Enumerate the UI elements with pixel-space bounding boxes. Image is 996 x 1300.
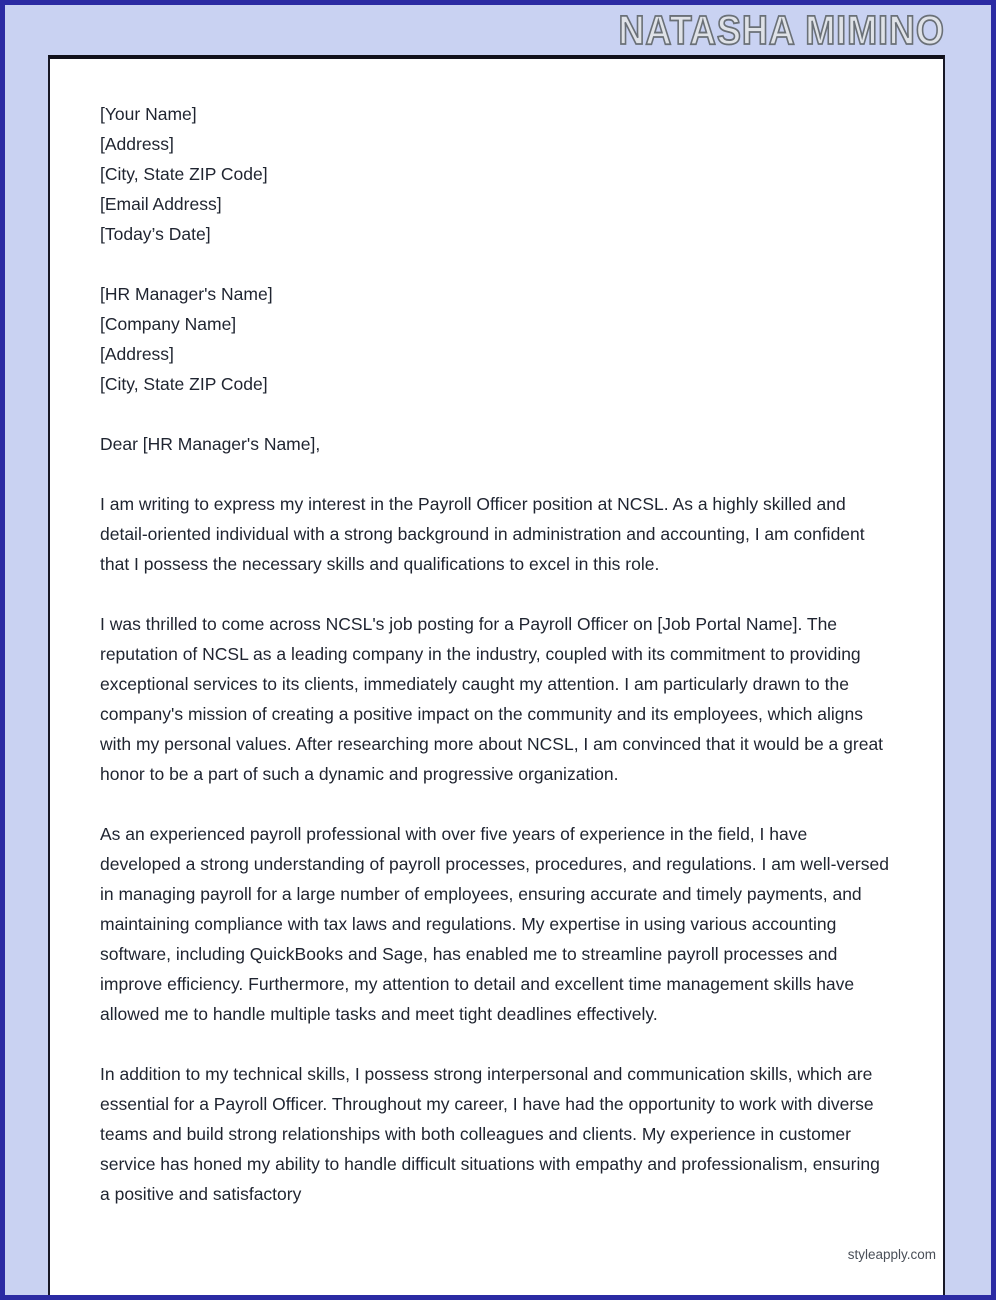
sender-line: [Email Address]: [100, 194, 222, 214]
sender-line: [Today’s Date]: [100, 224, 211, 244]
paragraph-soft-skills: In addition to my technical skills, I possess strong interpersonal and communication skills, which are essential for a Payroll Officer. Throughout my career, I have had the opportunity to work with diverse teams and build strong relationships with both colleagues and clients. My experience in customer service has honed my ability to handle difficult situations with empathy and professionalism, ensuring a positive and satisfactory: [100, 1064, 880, 1204]
sender-line: [City, State ZIP Code]: [100, 164, 268, 184]
watermark: styleapply.com: [847, 1247, 936, 1262]
sender-line: [Address]: [100, 134, 174, 154]
recipient-line: [Company Name]: [100, 314, 237, 334]
sender-block: [100, 99, 891, 249]
recipient-line: [Address]: [100, 344, 174, 364]
page-header: [48, 6, 945, 55]
paragraph-company-interest: I was thrilled to come across NCSL's job posting for a Payroll Officer on [Job Portal Name]. The reputation of NCSL as a leading company in the industry, coupled with its commitment to providing exceptional services to its clients, immediately caught my attention. I am particularly drawn to the company's mission of creating a positive impact on the community and its employees, which aligns with my personal values. After researching more about NCSL, I am convinced that it would be a great honor to be a part of such a dynamic and progressive organization.: [100, 614, 884, 784]
salutation: Dear [HR Manager's Name],: [100, 434, 321, 454]
letter-body: [50, 59, 943, 1209]
author-name: NATASHA MIMINO: [618, 7, 945, 53]
paragraph-experience: As an experienced payroll professional with over five years of experience in the field, I have developed a strong understanding of payroll processes, procedures, and regulations. I am well-versed in managing payroll for a large number of employees, ensuring accurate and timely payments, and maintaining compliance with tax laws and regulations. My expertise in using various accounting software, including QuickBooks and Sage, has enabled me to streamline payroll processes and improve efficiency. Furthermore, my attention to detail and excellent time management skills have allowed me to handle multiple tasks and meet tight deadlines effectively.: [100, 824, 889, 1024]
recipient-block: [100, 279, 891, 399]
paragraph-intro: I am writing to express my interest in the Payroll Officer position at NCSL. As a highly skilled and detail-oriented individual with a strong background in administration and accounting, I am confident that I possess the necessary skills and qualifications to excel in this role.: [100, 494, 865, 574]
letter-page: [48, 55, 945, 1300]
sender-line: [Your Name]: [100, 104, 197, 124]
recipient-line: [City, State ZIP Code]: [100, 374, 268, 394]
recipient-line: [HR Manager's Name]: [100, 284, 273, 304]
